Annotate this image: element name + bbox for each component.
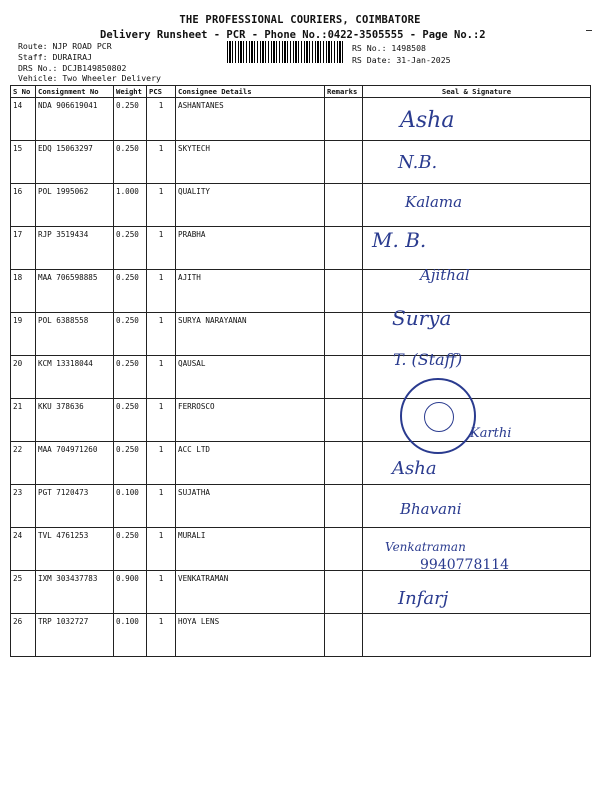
table-row [11,227,591,270]
rs-number: RS No.: 1498508 [352,43,426,53]
table-row [11,356,591,399]
col-pcs: PCS [147,86,176,98]
weight-cell: 0.250 [114,528,147,571]
sno-cell: 17 [11,227,36,270]
table-row [11,571,591,614]
sno-cell: 19 [11,313,36,356]
sno-cell: 25 [11,571,36,614]
signature-cell [363,614,591,657]
route-label: Route: NJP ROAD PCR [18,41,112,51]
pcs-cell: 1 [147,141,176,184]
sno-cell: 21 [11,399,36,442]
pcs-cell: 1 [147,442,176,485]
signature-handwriting: Surya [392,306,452,330]
consignment-cell: MAA 706598885 [36,270,114,313]
signature-handwriting: N.B. [398,152,438,173]
consignee-cell: FERROSCO [176,399,325,442]
pcs-cell: 1 [147,571,176,614]
remarks-cell [325,528,363,571]
consignment-cell: POL 6388558 [36,313,114,356]
sno-cell: 16 [11,184,36,227]
sno-cell: 20 [11,356,36,399]
col-weight: Weight [114,86,147,98]
weight-cell: 0.250 [114,313,147,356]
weight-cell: 0.250 [114,141,147,184]
signature-handwriting: Asha [400,108,455,133]
col-remarks: Remarks [325,86,363,98]
consignment-cell: IXM 303437783 [36,571,114,614]
consignment-cell: EDQ 15063297 [36,141,114,184]
consignee-cell: QUALITY [176,184,325,227]
col-consignee: Consignee Details [176,86,325,98]
pcs-cell: 1 [147,98,176,141]
remarks-cell [325,141,363,184]
consignee-cell: ACC LTD [176,442,325,485]
rs-date: RS Date: 31-Jan-2025 [352,55,451,65]
weight-cell: 0.250 [114,399,147,442]
pcs-cell: 1 [147,485,176,528]
vehicle-label: Vehicle: Two Wheeler Delivery [18,73,161,83]
staff-label: Staff: DURAIRAJ [18,52,92,62]
signature-cell [363,98,591,141]
pcs-cell: 1 [147,356,176,399]
sno-cell: 24 [11,528,36,571]
remarks-cell [325,571,363,614]
weight-cell: 0.100 [114,485,147,528]
weight-cell: 0.900 [114,571,147,614]
table-row [11,141,591,184]
sno-cell: 18 [11,270,36,313]
weight-cell: 1.000 [114,184,147,227]
sno-cell: 22 [11,442,36,485]
signature-handwriting: M. B. [372,228,427,252]
table-row [11,442,591,485]
signature-handwriting: Infarj [398,588,449,609]
col-seal-signature: Seal & Signature [363,86,591,98]
sno-cell: 26 [11,614,36,657]
consignee-cell: SURYA NARAYANAN [176,313,325,356]
remarks-cell [325,442,363,485]
remarks-cell [325,614,363,657]
pcs-cell: 1 [147,614,176,657]
consignee-cell: VENKATRAMAN [176,571,325,614]
sno-cell: 15 [11,141,36,184]
signature-handwriting: Kalama [405,193,463,211]
pcs-cell: 1 [147,227,176,270]
signature-handwriting: Venkatraman [385,540,466,554]
consignment-cell: POL 1995062 [36,184,114,227]
signature-cell [363,571,591,614]
sno-cell: 23 [11,485,36,528]
company-seal [400,378,476,454]
weight-cell: 0.250 [114,356,147,399]
table-row [11,184,591,227]
remarks-cell [325,313,363,356]
pcs-cell: 1 [147,313,176,356]
consignment-cell: NDA 906619041 [36,98,114,141]
weight-cell: 0.100 [114,614,147,657]
remarks-cell [325,270,363,313]
weight-cell: 0.250 [114,227,147,270]
pcs-cell: 1 [147,184,176,227]
drs-number: DRS No.: DCJB149850802 [18,63,127,73]
signature-handwriting: T. (Staff) [393,350,463,369]
signature-cell [363,184,591,227]
signature-cell [363,141,591,184]
barcode-image [227,41,345,63]
remarks-cell [325,399,363,442]
sno-cell: 14 [11,98,36,141]
table-row [11,485,591,528]
signature-handwriting: 9940778114 [420,557,510,573]
col-consignment: Consignment No [36,86,114,98]
remarks-cell [325,356,363,399]
remarks-cell [325,227,363,270]
consignment-cell: RJP 3519434 [36,227,114,270]
consignee-cell: MURALI [176,528,325,571]
weight-cell: 0.250 [114,98,147,141]
consignee-cell: QAUSAL [176,356,325,399]
runsheet-subtitle: Delivery Runsheet - PCR - Phone No.:0422-3505555 - Page No.:2 [100,29,486,41]
table-row [11,313,591,356]
signature-cell [363,485,591,528]
seal-inner-ring [424,402,454,432]
consignment-cell: KCM 13318044 [36,356,114,399]
weight-cell: 0.250 [114,270,147,313]
table-row [11,98,591,141]
table-row [11,270,591,313]
consignment-cell: MAA 704971260 [36,442,114,485]
remarks-cell [325,485,363,528]
signature-handwriting: Bhavani [400,500,462,518]
consignee-cell: PRABHA [176,227,325,270]
runsheet-company-title: THE PROFESSIONAL COURIERS, COIMBATORE [179,14,421,26]
table-header-row [11,86,591,98]
consignment-cell: PGT 7120473 [36,485,114,528]
consignee-cell: SUJATHA [176,485,325,528]
consignee-cell: SKYTECH [176,141,325,184]
signature-handwriting: Karthi [470,426,512,441]
signature-handwriting: Ajithal [420,266,470,284]
consignment-cell: TRP 1032727 [36,614,114,657]
consignment-cell: TVL 4761253 [36,528,114,571]
remarks-cell [325,184,363,227]
weight-cell: 0.250 [114,442,147,485]
remarks-cell [325,98,363,141]
consignment-cell: KKU 378636 [36,399,114,442]
pcs-cell: 1 [147,270,176,313]
table-row [11,614,591,657]
col-sno: S No [11,86,36,98]
corner-mark [586,30,592,31]
signature-handwriting: Asha [392,458,437,479]
pcs-cell: 1 [147,528,176,571]
pcs-cell: 1 [147,399,176,442]
consignee-cell: ASHANTANES [176,98,325,141]
consignee-cell: AJITH [176,270,325,313]
consignee-cell: HOYA LENS [176,614,325,657]
